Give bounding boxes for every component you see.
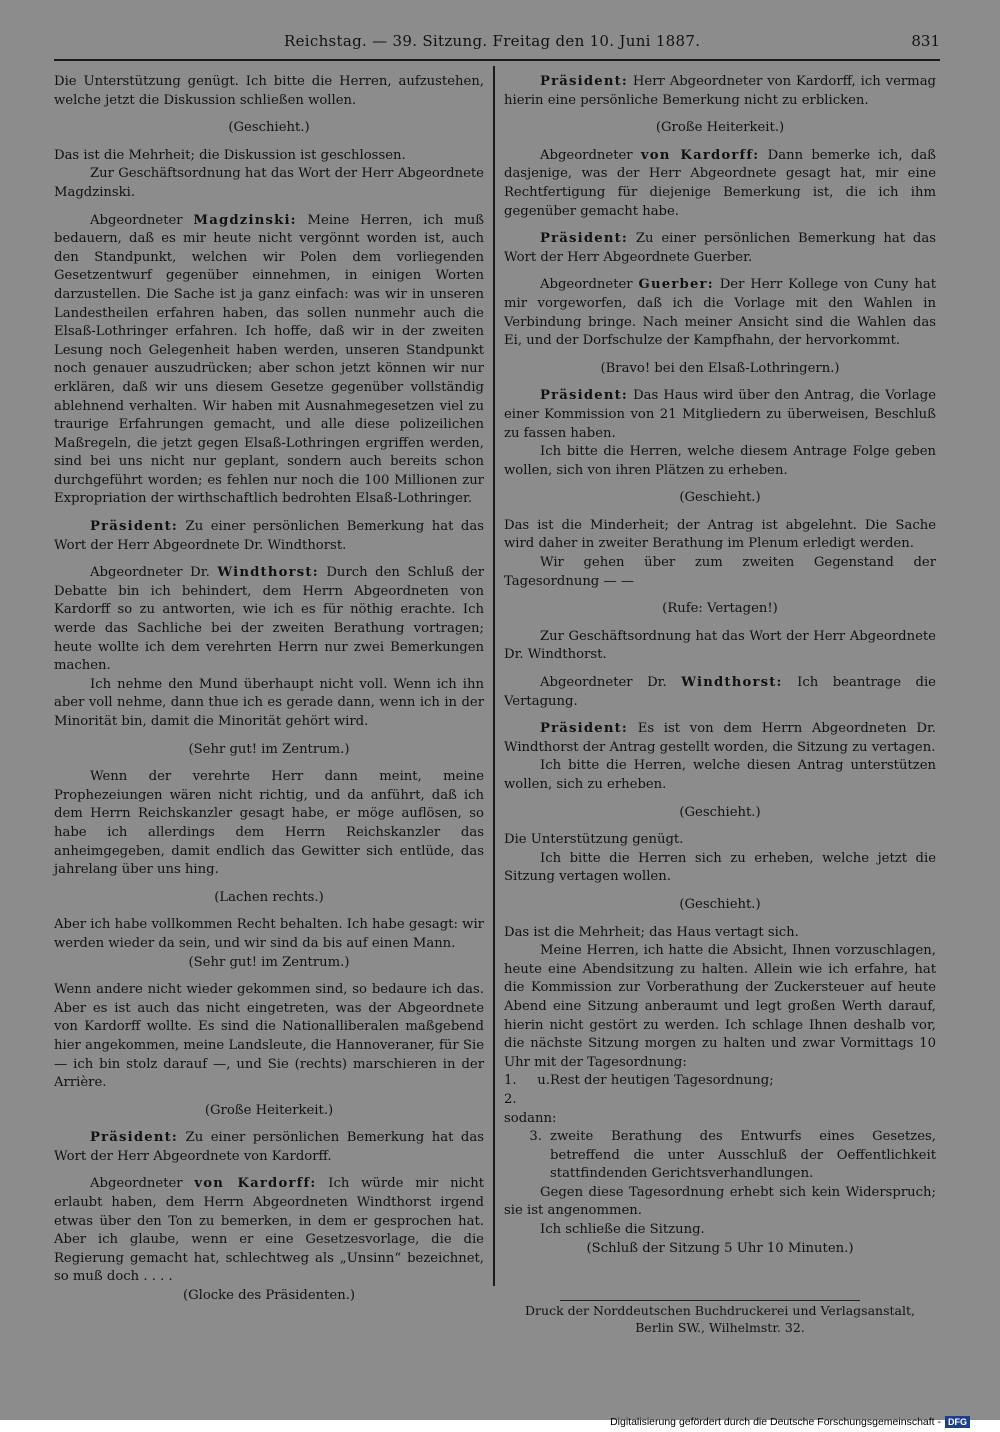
stage-direction: (Glocke des Präsidenten.): [182, 1288, 356, 1304]
paragraph: Zur Geschäftsordnung hat das Wort der Herr Abgeordnete Dr. Windthorst.: [504, 628, 936, 663]
speech-paragraph: Präsident: Zu einer persönlichen Bemerkung hat das Wort der Herr Abgeordnete von Kardorff.: [54, 1130, 484, 1164]
header-title: Reichstag. — 39. Sitzung. Freitag den 10. Juni 1887.: [284, 32, 701, 50]
speaker-name: Guerber:: [638, 277, 714, 293]
speaker-name: Präsident:: [540, 388, 629, 404]
right-column: [504, 73, 936, 1267]
speaker-name: Magdzinski:: [193, 212, 297, 228]
paragraph: Ich bitte die Herren, welche diesem Antrage Folge geben wollen, sich von ihren Plätzen zu erheben.: [504, 444, 936, 478]
paragraph: Das ist die Mehrheit; das Haus vertagt sich.: [504, 924, 799, 940]
paragraph: Die Unterstützung genügt.: [504, 832, 684, 848]
paragraph: Die Unterstützung genügt. Ich bitte die Herren, aufzustehen, welche jetzt die Diskussion schließen wollen.: [54, 74, 484, 108]
agenda-list: [504, 1072, 936, 1184]
paragraph: Aber ich habe vollkommen Recht behalten. Ich habe gesagt: wir werden wieder da sein, und wir sind da bis auf einen Mann.: [54, 917, 484, 951]
header-rule: [54, 59, 940, 61]
speech-paragraph: Präsident: Es ist von dem Herrn Abgeordneten Dr. Windthorst der Antrag gestellt worden, die Sitzung zu vertagen.: [504, 721, 936, 755]
imprint-line: Berlin SW., Wilhelmstr. 32.: [635, 1320, 805, 1335]
speaker-name: von Kardorff:: [640, 147, 760, 163]
page-number: 831: [911, 32, 940, 50]
stage-direction: (Rufe: Vertagen!): [662, 601, 778, 617]
stage-direction: (Lachen rechts.): [214, 889, 324, 905]
agenda-item: [504, 1072, 936, 1109]
speaker-name: Präsident:: [540, 74, 629, 89]
paragraph: Zur Geschäftsordnung hat das Wort der Herr Abgeordnete Magdzinski.: [54, 166, 484, 200]
paragraph: Wenn der verehrte Herr dann meint, meine Prophezeiungen wären nicht richtig, und da anführt, daß ich dem Herrn Reichskanzler gesagt habe, er möge auflösen, so habe ich allerdings dem Herrn Reichskanzler das anheimgegeben, damit endlich das Gewitter sich entlüde, das jahrelang über uns hing.: [54, 769, 484, 878]
speech-paragraph: Abgeordneter Dr. Windthorst: Durch den Schluß der Debatte bin ich behindert, dem Herrn Abgeordneten von Kardorff so zu antworten, wie ich es für nöthig erachte. Ich werde das Sachliche bei der zweiten Berathung vortragen; heute wollte ich dem verehrten Herrn nur zwei Bemerkungen machen.: [54, 565, 484, 674]
speaker-name: Präsident:: [90, 519, 179, 535]
column-divider: [493, 66, 495, 1286]
speech-paragraph: Präsident: Zu einer persönlichen Bemerkung hat das Wort der Herr Abgeordnete Dr. Windthorst.: [54, 519, 484, 553]
speaker-name: Windthorst:: [217, 565, 319, 581]
speech-paragraph: Abgeordneter von Kardorff: Ich würde mir nicht erlaubt haben, dem Herrn Abgeordneten Windthorst irgend etwas über den Ton zu bemerken, in dem er gesprochen hat. Aber ich glaube, wenn er eine Gesetzesvorlage, die die Regierung gemacht hat, schlechtweg als „Unsinn“ bezeichnet, so muß doch . . . .: [54, 1176, 485, 1285]
stage-direction: (Große Heiterkeit.): [204, 1102, 334, 1118]
stage-direction: (Sehr gut! im Zentrum.): [188, 741, 350, 757]
speech-paragraph: Abgeordneter Dr. Windthorst: Ich beantrage die Vertagung.: [504, 675, 936, 709]
paragraph: Gegen diese Tagesordnung erhebt sich kein Widerspruch; sie ist angenommen.: [504, 1184, 936, 1219]
speech-paragraph: Präsident: Herr Abgeordneter von Kardorff, ich vermag hierin eine persönliche Bemerkung nicht zu erblicken.: [504, 74, 936, 108]
agenda-number: 1. u. 2.: [504, 1073, 550, 1107]
agenda-number: 3.: [529, 1129, 542, 1145]
speech-paragraph: Präsident: Zu einer persönlichen Bemerkung hat das Wort der Herr Abgeordnete Guerber.: [504, 231, 936, 265]
speaker-name: Präsident:: [540, 721, 629, 737]
imprint-line: Druck der Norddeutschen Buchdruckerei und Verlagsanstalt,: [525, 1303, 915, 1318]
stage-direction: (Schluß der Sitzung 5 Uhr 10 Minuten.): [586, 1240, 854, 1256]
footer-text: Digitalisierung gefördert durch die Deutsche Forschungsgemeinschaft -: [610, 1416, 941, 1428]
speech-paragraph: Abgeordneter Magdzinski: Meine Herren, ich muß bedauern, daß es mir heute nicht vergönnt worden ist, auch den Standpunkt, welchen wir Polen dem vorliegenden Gesetzentwurf gegenüber einnehmen, in einigen Worten darzustellen. Die Sache ist ja ganz einfach: was wir in unseren Landestheilen erfahren haben, das sollen nunmehr auch die Elsaß-Lothringer erfahren. Ich hoffe, daß wir in der zweiten Lesung noch Gelegenheit haben werden, unseren Standpunkt noch genauer auszudrücken; aber schon jetzt können wir nur erklären, daß wir uns diesem Gesetze gegenüber vollständig ablehnend verhalten. Wir haben mit Ausnahmegesetzen viel zu traurige Erfahrungen gemacht, und alle diese polizeilichen Maßregeln, die jetzt gegen Elsaß-Lothringen ergriffen werden, sind bei uns nicht nur geplant, sondern auch bereits schon durchgeführt worden; es fehlen nur noch die 100 Millionen zur Expropriation der wirthschaftlich bedrohten Elsaß-Lothringer.: [54, 212, 485, 507]
stage-direction: (Geschieht.): [679, 804, 761, 820]
speech-paragraph: Präsident: Das Haus wird über den Antrag, die Vorlage einer Kommission von 21 Mitgliedern zu überweisen, Beschluß zu fassen haben.: [504, 388, 936, 441]
stage-direction: (Bravo! bei den Elsaß-Lothringern.): [600, 360, 840, 376]
paragraph: Wenn andere nicht wieder gekommen sind, so bedaure ich das. Aber es ist auch das nicht eingetreten, was der Abgeordnete von Kardorff wollte. Es sind die Nationalliberalen maßgebend hier angekommen, meine Landsleute, die Hannoveraner, für Sie — ich bin stolz darauf —, und Sie (rechts) marschieren in der Arrière.: [54, 982, 484, 1091]
printer-imprint: [504, 1302, 936, 1336]
paragraph: Meine Herren, ich hatte die Absicht, Ihnen vorzuschlagen, heute eine Abendsitzung zu halten. Allein wie ich erfahre, hat die Kommission zur Vorberathung der Zuckersteuer auf heute Abend eine Sitzung anberaumt und legt großen Werth darauf, hierin nicht gestört zu werden. Ich schlage Ihnen deshalb vor, die nächste Sitzung morgen zu halten und zwar Vormittags 10 Uhr mit der Tagesordnung:: [504, 943, 936, 1070]
paragraph: Das ist die Minderheit; der Antrag ist abgelehnt. Die Sache wird daher in zweiter Berathung im Plenum erledigt werden.: [504, 517, 936, 552]
speaker-name: Windthorst:: [681, 675, 783, 691]
agenda-item: [504, 1128, 936, 1184]
paragraph: Wir gehen über zum zweiten Gegenstand der Tagesordnung — —: [504, 555, 936, 589]
speech-paragraph: Abgeordneter von Kardorff: Dann bemerke ich, daß dasjenige, was der Herr Abgeordnete gesagt hat, mir eine Rechtfertigung für diejenige Bemerkung ist, die ich ihm gegenüber gemacht habe.: [504, 147, 936, 219]
left-column: [54, 73, 484, 1315]
stage-direction: (Geschieht.): [679, 896, 761, 912]
running-header: [54, 32, 940, 56]
paragraph: Ich bitte die Herren, welche diesen Antrag unterstützen wollen, sich zu erheben.: [504, 758, 936, 792]
speaker-name: Präsident:: [90, 1130, 179, 1146]
stage-direction: (Sehr gut! im Zentrum.): [188, 954, 350, 970]
speaker-name: von Kardorff:: [194, 1176, 317, 1192]
paragraph: Ich bitte die Herren sich zu erheben, welche jetzt die Sitzung vertagen wollen.: [504, 850, 936, 885]
agenda-text: Rest der heutigen Tagesordnung;: [550, 1073, 774, 1089]
speech-paragraph: Abgeordneter Guerber: Der Herr Kollege von Cuny hat mir vorgeworfen, daß ich die Vorlage mit den Wahlen in Verbindung bringe. Nach meiner Ansicht sind die Wahlen das Ei, und der Dorfschulze der Kampfhahn, der hervorkommt.: [504, 277, 936, 349]
paragraph: Ich nehme den Mund überhaupt nicht voll. Wenn ich ihn aber voll nehme, dann thue ich es gerade dann, wenn ich in der Minorität bin, damit die Minorität gehört wird.: [54, 676, 484, 729]
agenda-text: zweite Berathung des Entwurfs eines Gesetzes, betreffend die unter Ausschluß der Oeffentlichkeit stattfindenden Gerichtsverhandlungen.: [550, 1129, 936, 1182]
stage-direction: (Geschieht.): [679, 490, 761, 506]
paragraph: Das ist die Mehrheit; die Diskussion ist geschlossen.: [54, 147, 406, 163]
imprint-rule: [560, 1300, 860, 1301]
stage-direction: (Geschieht.): [228, 120, 310, 136]
dfg-logo-icon: DFG: [945, 1416, 970, 1428]
speaker-name: Präsident:: [540, 231, 629, 247]
stage-direction: (Große Heiterkeit.): [655, 120, 785, 136]
agenda-connector: sodann:: [504, 1110, 557, 1126]
digitization-footer: [610, 1416, 970, 1428]
paragraph: Ich schließe die Sitzung.: [540, 1222, 705, 1238]
